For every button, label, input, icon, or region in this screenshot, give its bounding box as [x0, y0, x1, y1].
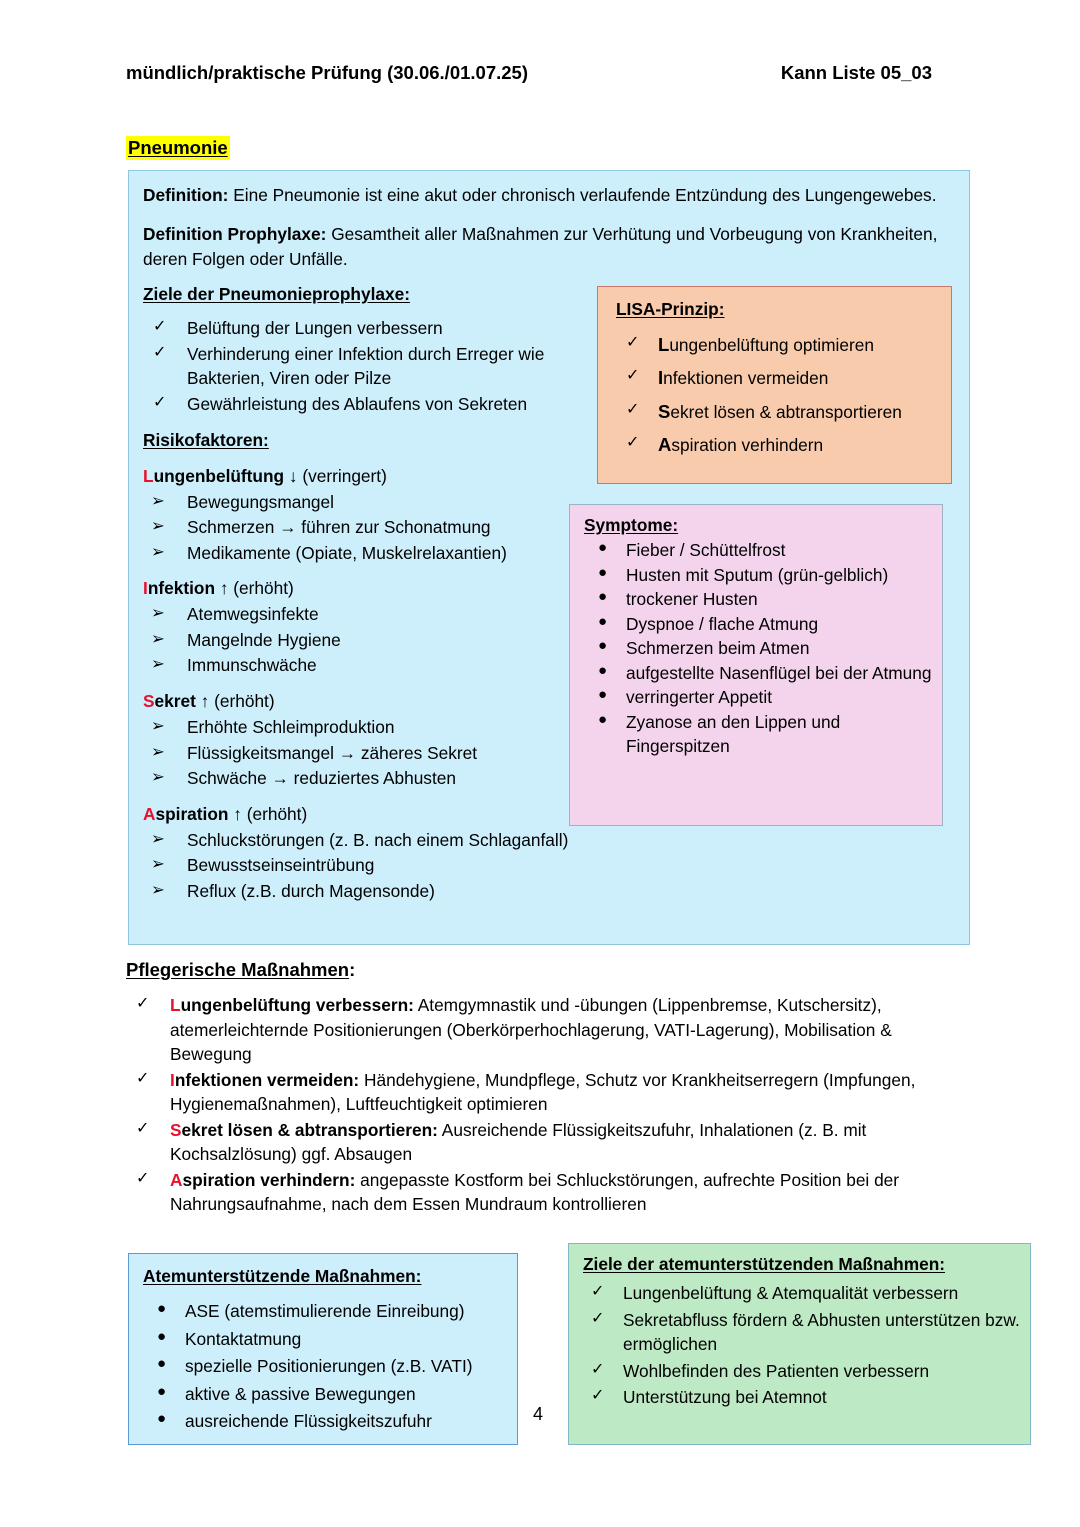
- list-item: [143, 741, 583, 766]
- check-icon: ✓: [153, 318, 167, 336]
- list-item: [616, 432, 941, 458]
- risk-cap-letter: I: [143, 578, 148, 599]
- list-item: [143, 1409, 509, 1434]
- risk-symbol: ↓: [288, 465, 298, 486]
- risk-group-heading-l: [143, 464, 583, 489]
- check-icon: ✓: [591, 1283, 605, 1300]
- risk-cap-letter: L: [143, 465, 154, 486]
- risk-item-text: Atemwegsinfekte: [187, 604, 319, 625]
- check-icon: ✓: [153, 343, 167, 361]
- pflege-bold-rest: ekret lösen & abtransportieren:: [181, 1119, 438, 1140]
- list-item: [143, 853, 953, 878]
- check-icon: ✓: [136, 1169, 150, 1187]
- dot-bullet-icon: ●: [157, 1382, 167, 1400]
- dot-bullet-icon: ●: [598, 563, 608, 581]
- dot-bullet-icon: ●: [157, 1410, 167, 1428]
- atem-item-text: aktive & passive Bewegungen: [185, 1383, 416, 1404]
- lisa-prinzip-box: [597, 286, 952, 484]
- list-item: [583, 1281, 1022, 1306]
- arrow-bullet-icon: ➢: [151, 517, 165, 536]
- check-icon: ✓: [626, 433, 640, 451]
- lisa-cap-letter: I: [658, 367, 664, 389]
- risikofaktoren-heading: Risikofaktoren:: [143, 429, 269, 450]
- list-item: [143, 1299, 509, 1324]
- list-item: [143, 628, 583, 653]
- list-item: [616, 332, 941, 358]
- ziele-list: [143, 316, 583, 416]
- risk-qualifier: (erhöht): [241, 803, 308, 824]
- risk-item-text: Schmerzen → führen zur Schonatmung: [187, 517, 491, 538]
- risk-rest: spiration: [155, 803, 234, 824]
- prophylaxe-paragraph: [143, 222, 943, 272]
- risk-list-l: [143, 490, 583, 566]
- list-item: [584, 612, 934, 637]
- risk-group-heading-i: [143, 576, 583, 601]
- list-item: [143, 392, 583, 417]
- symptome-box: [569, 504, 943, 826]
- atem-item-text: ASE (atemstimulierende Einreibung): [185, 1301, 465, 1321]
- page-number: 4: [533, 1404, 544, 1424]
- list-item: [584, 685, 934, 710]
- list-item: [126, 1068, 972, 1117]
- pflege-bold-rest: nfektionen vermeiden:: [174, 1069, 360, 1090]
- pflege-cap-letter: I: [170, 1069, 175, 1090]
- list-item: [583, 1359, 1022, 1384]
- list-item: [583, 1385, 1022, 1410]
- symptome-item-text: trockener Husten: [626, 589, 758, 610]
- dot-bullet-icon: ●: [598, 686, 608, 704]
- page-header: [126, 62, 954, 84]
- list-item: [616, 399, 941, 425]
- check-icon: ✓: [136, 995, 150, 1012]
- check-icon: ✓: [626, 334, 640, 351]
- dot-bullet-icon: ●: [598, 588, 608, 606]
- arrow-bullet-icon: ➢: [151, 604, 165, 623]
- risk-symbol: ↑: [233, 803, 242, 824]
- atem-item-text: spezielle Positionierungen (z.B. VATI): [185, 1356, 473, 1377]
- risk-group-heading-s: [143, 689, 583, 714]
- lisa-item-text: nfektionen vermeiden: [663, 368, 829, 389]
- list-item: [143, 490, 583, 515]
- risk-item-text: Immunschwäche: [187, 655, 317, 676]
- list-item: [143, 879, 953, 904]
- header-left-text: mündlich/praktische Prüfung (30.06./01.07.25): [126, 62, 528, 83]
- risk-symbol: ↑: [219, 578, 229, 599]
- list-item: [584, 661, 934, 686]
- ziele-atem-heading: Ziele der atemunterstützenden Maßnahmen:: [583, 1254, 946, 1274]
- atem-heading: Atemunterstützende Maßnahmen:: [143, 1266, 422, 1286]
- check-icon: ✓: [136, 1119, 150, 1137]
- arrow-bullet-icon: ➢: [151, 717, 165, 736]
- definition-paragraph: [143, 183, 943, 208]
- risk-list-a: [143, 828, 953, 904]
- risk-item-text: Reflux (z.B. durch Magensonde): [187, 880, 435, 901]
- arrow-bullet-icon: ➢: [151, 855, 165, 874]
- risk-qualifier: (erhöht): [209, 691, 275, 712]
- prophylaxe-label: Definition Prophylaxe:: [143, 224, 327, 245]
- lisa-item-text: ungenbelüftung optimieren: [669, 335, 874, 355]
- risk-list-s: [143, 715, 583, 791]
- atem-item-text: Kontaktatmung: [185, 1328, 302, 1349]
- pflege-bold-rest: ungenbelüftung verbessern:: [180, 995, 414, 1015]
- list-item: [143, 715, 583, 740]
- check-icon: ✓: [153, 393, 167, 411]
- symptome-item-text: Fieber / Schüttelfrost: [626, 540, 786, 560]
- dot-bullet-icon: ●: [157, 1300, 167, 1317]
- arrow-bullet-icon: ➢: [151, 491, 165, 510]
- ziele-atem-item-text: Lungenbelüftung & Atemqualität verbessern: [623, 1283, 959, 1303]
- ziele-heading: Ziele der Pneumonieprophylaxe:: [143, 284, 410, 305]
- ziele-atem-item-text: Unterstützung bei Atemnot: [623, 1387, 827, 1408]
- pflege-cap-letter: L: [170, 995, 181, 1015]
- risk-item-text: Flüssigkeitsmangel → zäheres Sekret: [187, 742, 478, 763]
- ziele-item-text: Verhinderung einer Infektion durch Erreger wie Bakterien, Viren oder Pilze: [187, 343, 545, 389]
- list-item: [143, 766, 583, 791]
- check-icon: ✓: [591, 1309, 605, 1327]
- arrow-bullet-icon: ➢: [151, 629, 165, 648]
- pflege-cap-letter: S: [170, 1119, 182, 1140]
- list-item: [584, 563, 934, 588]
- list-item: [126, 993, 972, 1067]
- atem-item-text: ausreichende Flüssigkeitszufuhr: [185, 1411, 432, 1432]
- list-item: [143, 1382, 509, 1407]
- risk-cap-letter: S: [143, 691, 155, 712]
- pflege-heading-colon: :: [349, 959, 356, 980]
- definition-text: Eine Pneumonie ist eine akut oder chronisch verlaufende Entzündung des Lungengewebes.: [228, 185, 937, 205]
- list-item: [143, 602, 583, 627]
- lisa-list: [616, 332, 941, 458]
- pflege-bold-rest: spiration verhindern:: [182, 1169, 356, 1190]
- arrow-bullet-icon: ➢: [151, 829, 165, 848]
- risk-cap-letter: A: [143, 803, 156, 824]
- list-item: [584, 710, 934, 759]
- list-item: [143, 653, 583, 678]
- ziele-column: [143, 282, 583, 791]
- list-item: [616, 365, 941, 391]
- lisa-cap-letter: S: [658, 400, 671, 422]
- dot-bullet-icon: ●: [598, 661, 608, 679]
- dot-bullet-icon: ●: [598, 539, 608, 556]
- ziele-item-text: Belüftung der Lungen verbessern: [187, 318, 443, 339]
- dot-bullet-icon: ●: [157, 1327, 167, 1345]
- list-item: [143, 1354, 509, 1379]
- lisa-item-text: ekret lösen & abtransportieren: [670, 401, 902, 422]
- section-title-pneumonie: Pneumonie: [126, 136, 230, 160]
- list-item: [143, 316, 583, 341]
- arrow-bullet-icon: ➢: [151, 880, 165, 899]
- risk-item-text: Bewegungsmangel: [187, 491, 334, 512]
- risk-item-text: Schluckstörungen (z. B. nach einem Schlaganfall): [187, 829, 569, 850]
- dot-bullet-icon: ●: [598, 612, 608, 630]
- list-item: [584, 636, 934, 661]
- pflegerische-massnahmen-heading: [126, 959, 355, 981]
- lisa-cap-letter: L: [658, 334, 670, 355]
- prophylaxe-text: Gesamtheit aller Maßnahmen zur Verhütung und Vorbeugung von Krankheiten, deren Folgen oder Unfälle.: [143, 224, 938, 270]
- lisa-heading: LISA-Prinzip:: [616, 299, 725, 319]
- arrow-bullet-icon: ➢: [151, 742, 165, 761]
- risk-item-text: Schwäche → reduziertes Abhusten: [187, 768, 456, 789]
- pflege-item-text: Atemgymnastik und -übungen (Lippenbremse, Kutschersitz), atemerleichternde Positionierungen (Oberkörperhochlagerung, VATI-Lagerung), Mobilisation & Bewegung: [170, 995, 892, 1065]
- risk-item-text: Erhöhte Schleimproduktion: [187, 717, 395, 738]
- dot-bullet-icon: ●: [157, 1355, 167, 1373]
- ziele-item-text: Gewährleistung des Ablaufens von Sekreten: [187, 393, 528, 414]
- list-item: [143, 828, 953, 853]
- pflegerische-massnahmen-list: [126, 993, 972, 1218]
- risk-qualifier: (erhöht): [228, 578, 294, 599]
- pflege-heading-text: Pflegerische Maßnahmen: [126, 959, 350, 980]
- list-item: [126, 1168, 972, 1217]
- list-item: [143, 1327, 509, 1352]
- risk-rest: ungenbelüftung: [153, 465, 289, 486]
- risk-symbol: ↑: [200, 691, 210, 712]
- pflege-item-text: Händehygiene, Mundpflege, Schutz vor Krankheitserregern (Impfungen, Hygienemaßnahmen), Luftfeuchtigkeit optimieren: [170, 1069, 916, 1115]
- symptome-item-text: Zyanose an den Lippen und Fingerspitzen: [626, 711, 841, 757]
- ziele-atem-item-text: Sekretabfluss fördern & Abhusten unterstützen bzw. ermöglichen: [623, 1309, 1020, 1355]
- ziele-atemunterstuetzende-box: [568, 1243, 1031, 1445]
- risk-list-i: [143, 602, 583, 678]
- arrow-bullet-icon: ➢: [151, 542, 165, 561]
- symptome-item-text: aufgestellte Nasenflügel bei der Atmung: [626, 662, 932, 683]
- ziele-atem-item-text: Wohlbefinden des Patienten verbessern: [623, 1360, 930, 1381]
- dot-bullet-icon: ●: [598, 637, 608, 655]
- ziele-atem-list: [583, 1281, 1022, 1410]
- risk-item-text: Bewusstseinseintrübung: [187, 855, 375, 876]
- arrow-bullet-icon: ➢: [151, 655, 165, 674]
- risk-qualifier: (verringert): [297, 465, 387, 486]
- pflege-cap-letter: A: [170, 1169, 183, 1190]
- symptome-item-text: verringerter Appetit: [626, 687, 773, 708]
- arrow-bullet-icon: ➢: [151, 768, 165, 787]
- check-icon: ✓: [591, 1387, 605, 1405]
- pflege-item-text: Ausreichende Flüssigkeitszufuhr, Inhalationen (z. B. mit Kochsalzlösung) ggf. Absaugen: [170, 1119, 867, 1165]
- list-item: [143, 515, 583, 540]
- list-item: [143, 541, 583, 566]
- symptome-list: [584, 538, 934, 759]
- list-item: [583, 1308, 1022, 1357]
- list-item: [143, 342, 583, 391]
- check-icon: ✓: [626, 400, 640, 418]
- symptome-item-text: Husten mit Sputum (grün-gelblich): [626, 564, 889, 585]
- risk-rest: ekret: [154, 691, 201, 712]
- list-item: [584, 538, 934, 563]
- list-item: [584, 587, 934, 612]
- risk-item-text: Medikamente (Opiate, Muskelrelaxantien): [187, 542, 507, 563]
- lisa-cap-letter: A: [658, 433, 672, 455]
- check-icon: ✓: [626, 367, 640, 385]
- lisa-item-text: spiration verhindern: [671, 434, 824, 455]
- symptome-heading: Symptome:: [584, 515, 679, 535]
- pflege-item-text: angepasste Kostform bei Schluckstörungen, aufrechte Position bei der Nahrungsaufnahme, nach dem Essen Mundraum kontrollieren: [170, 1169, 900, 1215]
- check-icon: ✓: [136, 1069, 150, 1087]
- atemunterstuetzende-massnahmen-box: [128, 1253, 518, 1445]
- header-right-text: Kann Liste 05_03: [780, 62, 932, 83]
- definition-label: Definition:: [143, 185, 229, 205]
- risk-item-text: Mangelnde Hygiene: [187, 629, 341, 650]
- symptome-item-text: Dyspnoe / flache Atmung: [626, 613, 819, 634]
- atem-list: [143, 1299, 509, 1434]
- risk-rest: nfektion: [147, 578, 220, 599]
- check-icon: ✓: [591, 1360, 605, 1378]
- dot-bullet-icon: ●: [598, 710, 608, 728]
- list-item: [126, 1118, 972, 1167]
- symptome-item-text: Schmerzen beim Atmen: [626, 638, 810, 659]
